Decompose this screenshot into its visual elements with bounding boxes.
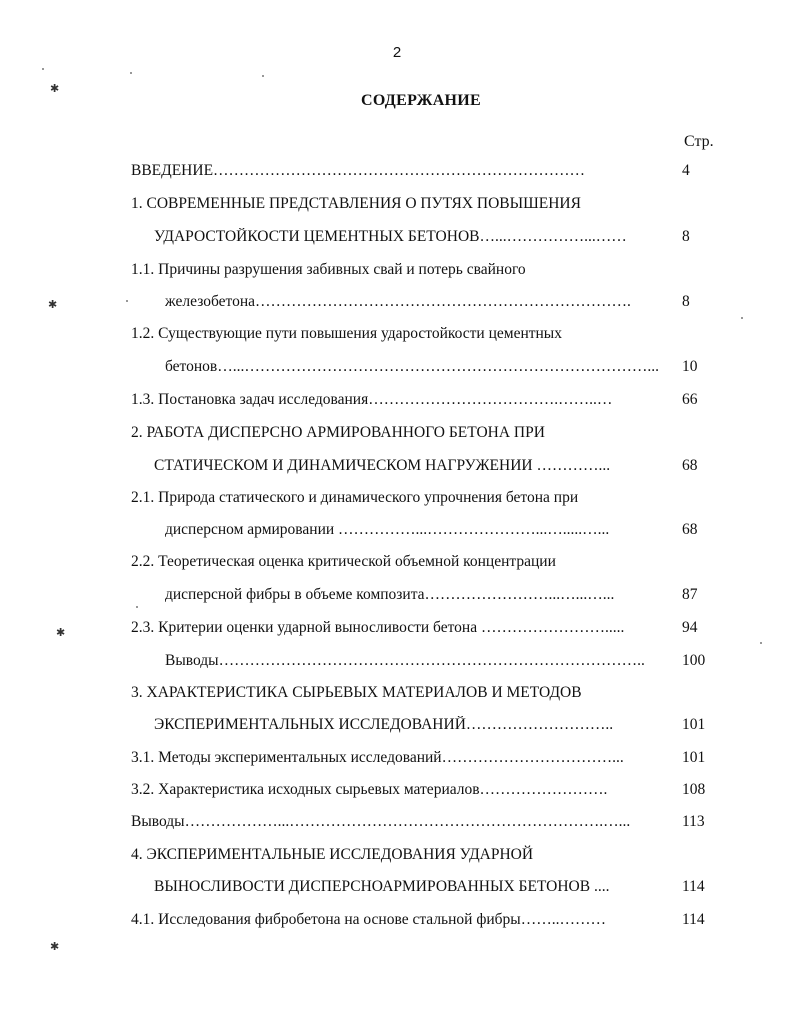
toc-entry-chapter-2[interactable]: 2. РАБОТА ДИСПЕРСНО АРМИРОВАННОГО БЕТОНА ПРИ [131,424,545,441]
page-column-label: Стр. [684,133,714,150]
toc-page-number: 114 [682,911,705,928]
toc-entry-section-1-2[interactable]: 1.2. Существующие пути повышения ударостойкости цементных [131,325,562,342]
page-number: 2 [392,44,402,61]
toc-entry-chapter-3-cont[interactable]: ЭКСПЕРИМЕНТАЛЬНЫХ ИССЛЕДОВАНИЙ……………………….. [154,716,614,733]
toc-page-number: 114 [682,878,705,895]
scan-speck [126,300,128,302]
toc-entry-chapter-1-cont[interactable]: УДАРОСТОЙКОСТИ ЦЕМЕНТНЫХ БЕТОНОВ…...……………...…… [154,228,627,245]
toc-page-number: 68 [682,457,698,474]
scan-mark-icon: ✱ [56,627,66,639]
toc-entry-section-4-1[interactable]: 4.1. Исследования фибробетона на основе стальной фибры……..……… [131,911,606,928]
toc-page-number: 10 [682,358,698,375]
toc-entry-section-3-1[interactable]: 3.1. Методы экспериментальных исследований……………………………... [131,749,624,766]
scan-mark-icon: ✱ [50,941,60,953]
toc-entry-section-1-1[interactable]: 1.1. Причины разрушения забивных свай и потерь свайного [131,261,526,278]
scan-speck [741,317,743,319]
toc-entry-section-2-1[interactable]: 2.1. Природа статического и динамического упрочнения бетона при [131,489,579,506]
toc-entry-intro[interactable]: ВВЕДЕНИЕ……………………………………………………………… [131,162,586,179]
scan-speck [760,642,762,644]
toc-page-number: 94 [682,619,698,636]
toc-entry-chapter-3[interactable]: 3. ХАРАКТЕРИСТИКА СЫРЬЕВЫХ МАТЕРИАЛОВ И МЕТОДОВ [131,684,582,701]
toc-entry-section-2-2-cont[interactable]: дисперсной фибры в объеме композита……………………...…...…... [165,586,615,603]
toc-page-number: 4 [682,162,690,179]
toc-entry-chapter-4-cont[interactable]: ВЫНОСЛИВОСТИ ДИСПЕРСНОАРМИРОВАННЫХ БЕТОНОВ .... [154,878,610,895]
toc-entry-section-3-2[interactable]: 3.2. Характеристика исходных сырьевых материалов……………………. [131,781,608,798]
scan-mark-icon: ✱ [50,83,60,95]
toc-entry-conclusions-2[interactable]: Выводы……………………………………………………………………….. [165,652,645,669]
toc-page-number: 100 [682,652,706,669]
toc-page-number: 113 [682,813,705,830]
toc-page-number: 8 [682,228,690,245]
scan-speck [262,75,264,77]
toc-entry-section-2-1-cont[interactable]: дисперсном армировании ……………...…………………...….....…... [165,521,610,538]
toc-entry-chapter-1[interactable]: 1. СОВРЕМЕННЫЕ ПРЕДСТАВЛЕНИЯ О ПУТЯХ ПОВЫШЕНИЯ [131,195,581,212]
scan-mark-icon: ✱ [48,299,58,311]
scan-speck [130,72,132,74]
toc-page-number: 108 [682,781,706,798]
toc-entry-section-1-1-cont[interactable]: железобетона………………………………………………………………. [165,293,631,310]
toc-entry-chapter-4[interactable]: 4. ЭКСПЕРИМЕНТАЛЬНЫЕ ИССЛЕДОВАНИЯ УДАРНОЙ [131,846,534,863]
toc-page-number: 8 [682,293,690,310]
toc-entry-conclusions-3[interactable]: Выводы………………...…………………………………………………….…... [131,813,631,830]
toc-entry-chapter-2-cont[interactable]: СТАТИЧЕСКОМ И ДИНАМИЧЕСКОМ НАГРУЖЕНИИ …………... [154,457,611,474]
toc-page-number: 101 [682,716,706,733]
toc-entry-section-2-2[interactable]: 2.2. Теоретическая оценка критической объемной концентрации [131,553,556,570]
scan-speck [136,606,138,608]
toc-page-number: 68 [682,521,698,538]
toc-entry-section-1-3[interactable]: 1.3. Постановка задач исследования……………………………….……..… [131,391,613,408]
toc-page-number: 87 [682,586,698,603]
page-title: СОДЕРЖАНИЕ [360,92,482,109]
scan-speck [42,68,44,70]
toc-entry-section-1-2-cont[interactable]: бетонов…...……………………………………………………………………... [165,358,659,375]
toc-entry-section-2-3[interactable]: 2.3. Критерии оценки ударной выносливости бетона ……………………..... [131,619,625,636]
toc-page-number: 66 [682,391,698,408]
toc-page-number: 101 [682,749,706,766]
